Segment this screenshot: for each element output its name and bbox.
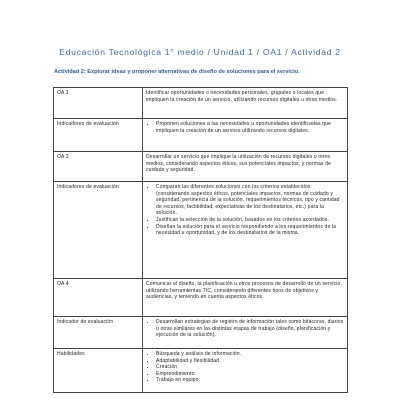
list-item: • Diseñan la solución para el servicio respondiendo a los requerimientos de la necesidad u oportunidad, y de los destinatarios de la misma. — [156, 224, 344, 237]
indicator-list — [146, 184, 344, 237]
row-label: Habilidades — [54, 349, 143, 393]
list-item: • Creación. — [156, 364, 344, 371]
table-row — [54, 119, 348, 152]
indicator-list — [146, 319, 344, 339]
list-item: • Comparan las diferentes soluciones con los criterios establecidos (considerando aspectos éticos, potenciales impactos, normas de cuidado y seguridad, pertinencia de la solución, requerimientos técnicos, tipo y cantidad de recursos, factibilidad, expectativas de los destinatarios, etc.) para la solución. — [156, 184, 344, 217]
activity-table — [53, 87, 348, 393]
row-content — [143, 317, 348, 349]
indicator-list — [146, 121, 344, 134]
row-text: Desarrollar un servicio que implique la utilización de recursos digitales u otros medios, considerando aspectos éticos, sus potenciales impactos, y normas de cuidado y seguridad. — [143, 152, 348, 182]
list-item: • Trabajo en equipo. — [156, 377, 344, 384]
table-row — [54, 152, 348, 182]
row-content — [143, 349, 348, 393]
row-label: Indicadores de evaluación — [54, 182, 143, 279]
row-content — [143, 182, 348, 279]
row-text: Identificar oportunidades o necesidades personales, grupales o locales que impliquen la creación de un servicio, utilizando recursos digitales u otros medios. — [143, 88, 348, 119]
activity-heading: Actividad 2: Explorar ideas y proponer alternativas de diseño de soluciones para el servicio. — [54, 69, 300, 75]
list-item: • Búsqueda y análisis de información. — [156, 351, 344, 358]
row-label: Indicador de evaluación — [54, 317, 143, 349]
list-item: • Desarrollan estrategias de registro de información tales como bitácoras, diarios u otras similares en las distintas etapas de trabajo (diseño, planificación y ejecución de la solución). — [156, 319, 344, 339]
row-label: OA 1 — [54, 88, 143, 119]
row-label: OA 2 — [54, 152, 143, 182]
table-row — [54, 88, 348, 119]
row-text: Comunicar el diseño, la planificación u otros procesos de desarrollo de un servicio, utilizando herramientas TIC, considerando diferentes tipos de objetivos y audiencias, y teniendo en cuenta aspectos éticos. — [143, 279, 348, 317]
table-row — [54, 317, 348, 349]
table-row — [54, 349, 348, 393]
list-item: • Emprendimiento. — [156, 371, 344, 378]
list-item: • Proponen soluciones a las necesidades u oportunidades identificadas que impliquen la creación de un servicio utilizando recursos digitales. — [156, 121, 344, 134]
row-content — [143, 119, 348, 152]
row-label: OA 4 — [54, 279, 143, 317]
skills-list — [146, 351, 344, 384]
row-label: Indicadores de evaluación — [54, 119, 143, 152]
table-row — [54, 182, 348, 279]
list-item: • Justifican la selección de la solución, basados en los criterios acordados. — [156, 217, 344, 224]
list-item: • Adaptabilidad y flexibilidad. — [156, 358, 344, 365]
table-row — [54, 279, 348, 317]
document-title: Educación Tecnológica 1° medio / Unidad 1 / OA1 / Actividad 2 — [59, 47, 341, 57]
